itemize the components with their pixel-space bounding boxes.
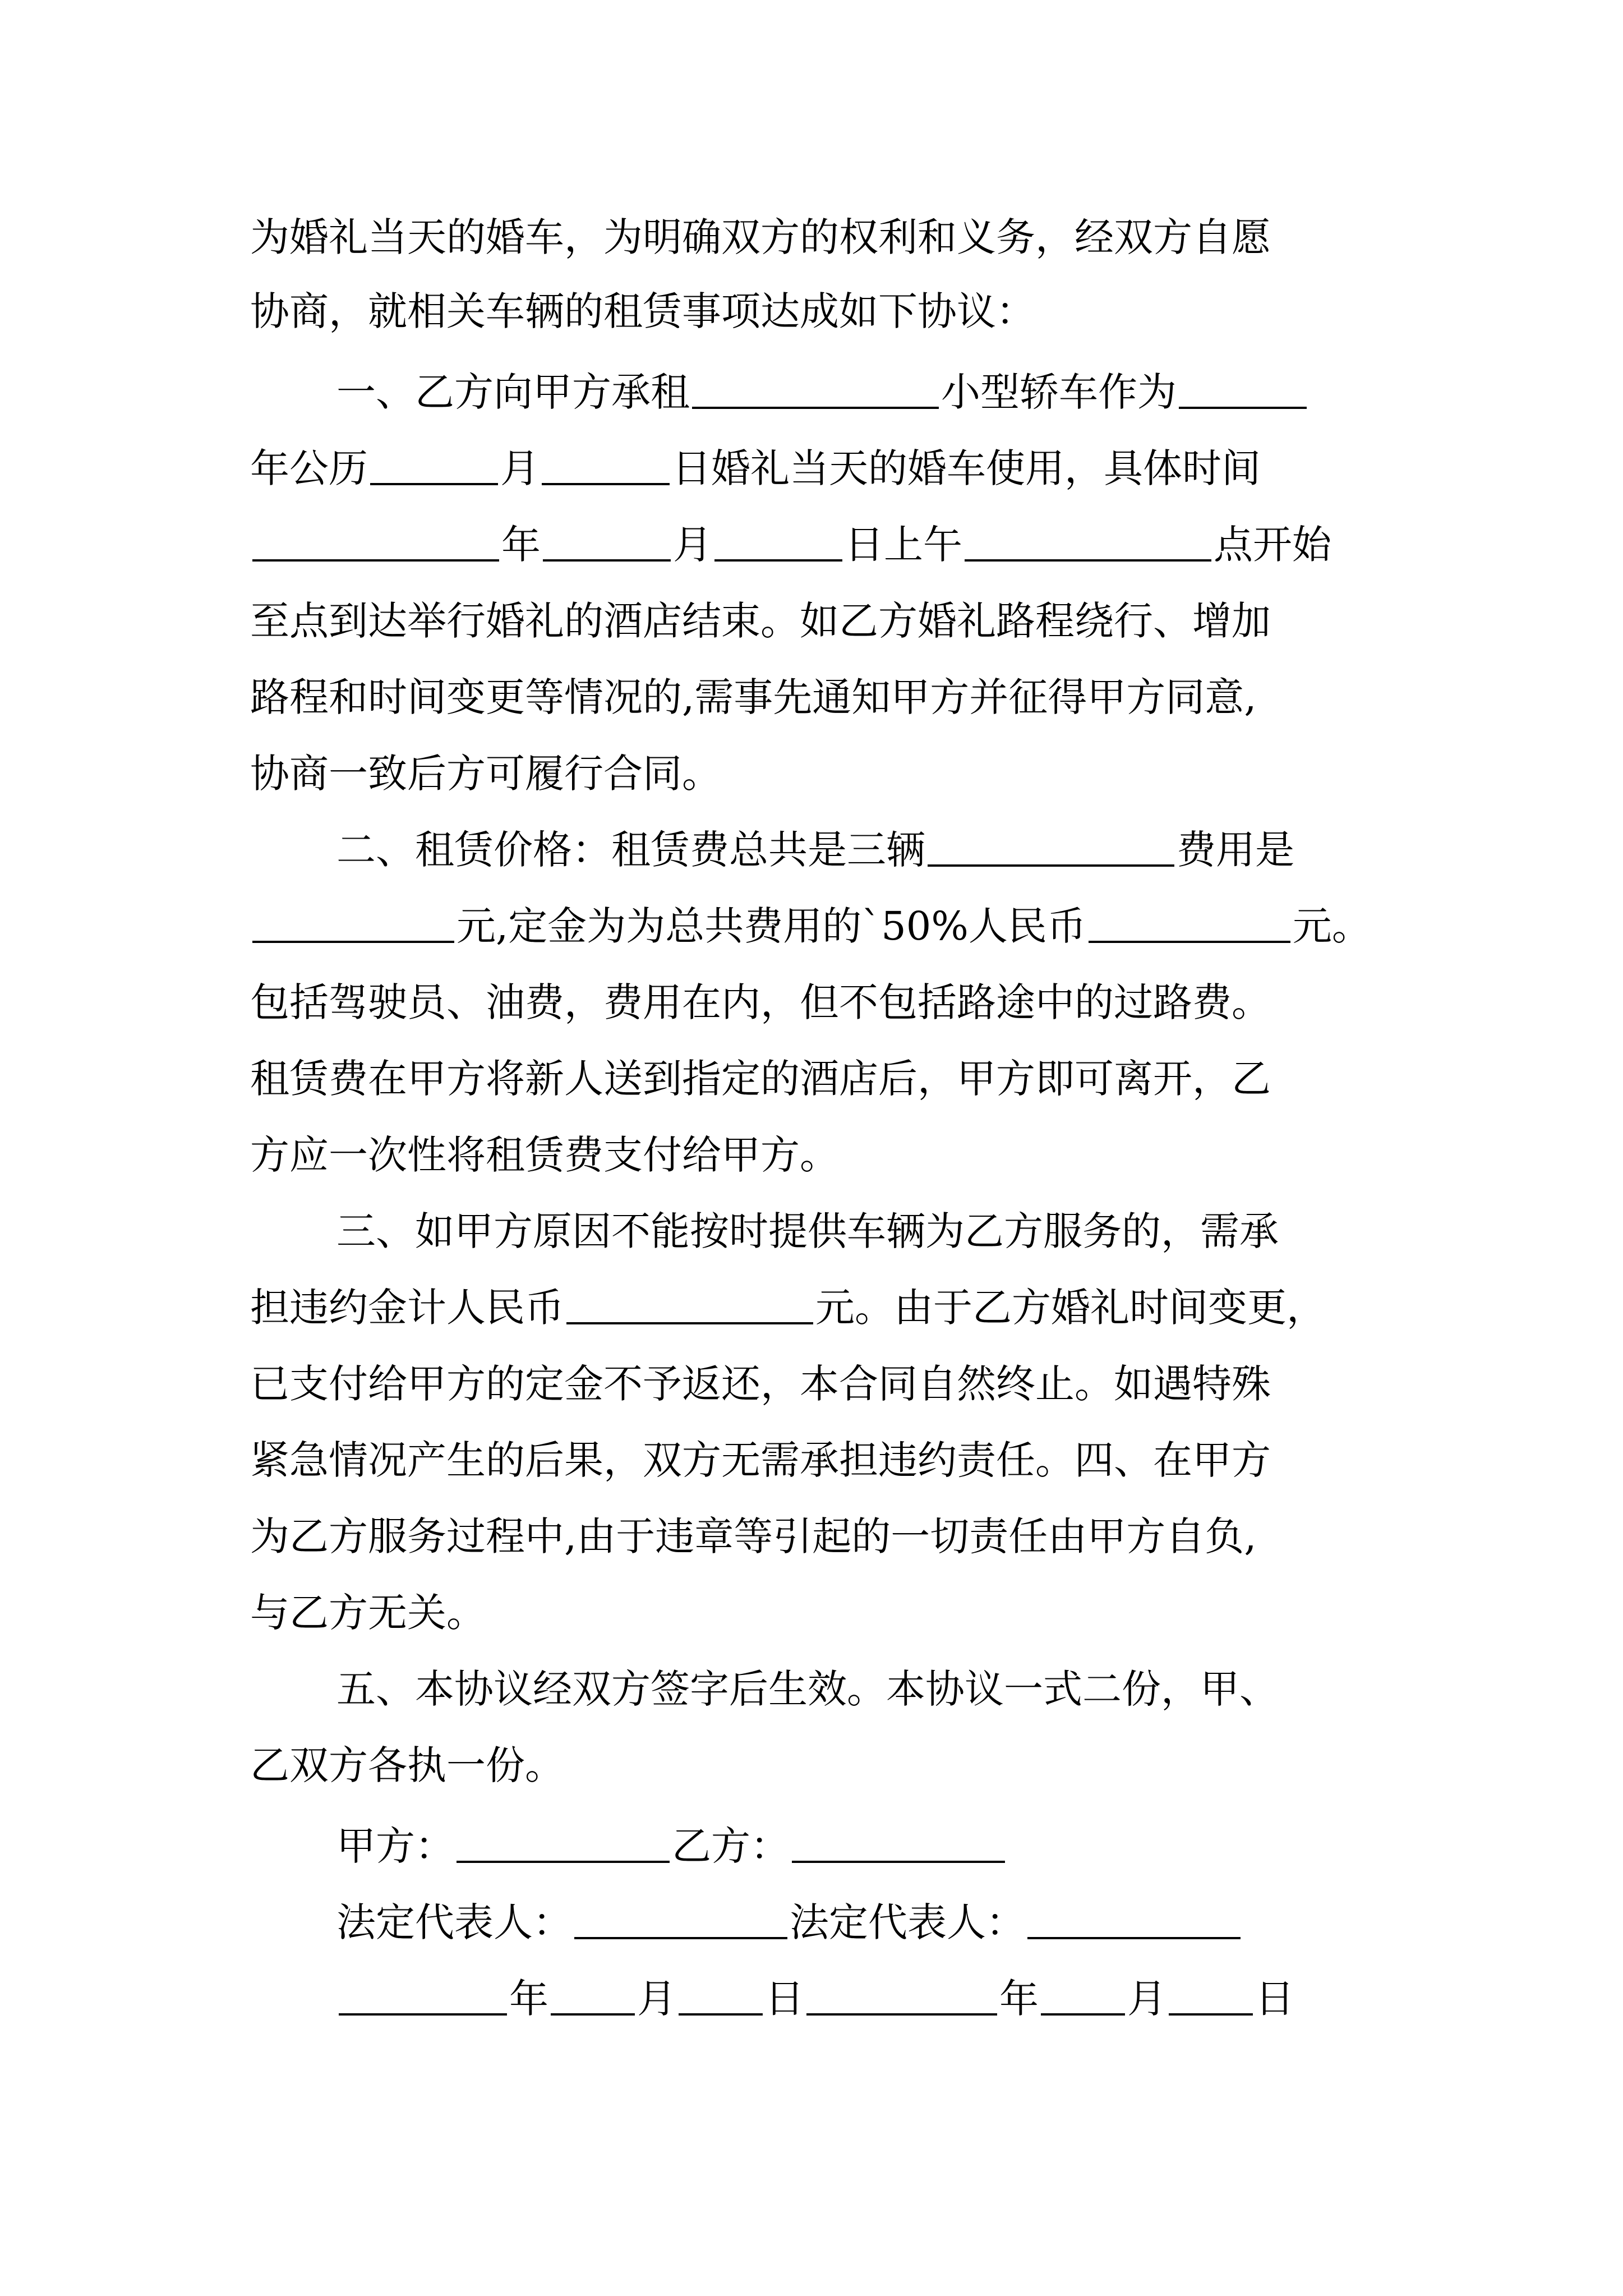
time-month-blank	[543, 521, 671, 562]
signature-line	[336, 1815, 1007, 1877]
clause-1-line-2	[250, 438, 1261, 499]
penalty-text: 担违约金计人民币	[250, 1285, 564, 1331]
clause-5-line-2: 乙双方各执一份。	[250, 1742, 564, 1788]
car-model-blank	[692, 369, 939, 409]
party-a-label: 甲方：	[336, 1823, 454, 1869]
party-a-day-label: 日	[765, 1976, 804, 2022]
party-b-day-label: 日	[1255, 1976, 1294, 2022]
party-a-signature-blank	[457, 1823, 670, 1863]
clause-1-line-3	[250, 514, 1331, 576]
time-month-label: 月	[673, 522, 712, 568]
month-label: 月	[500, 445, 540, 491]
start-label: 点开始	[1214, 522, 1331, 568]
party-b-label: 乙方：	[672, 1823, 790, 1869]
clause-3-line-1: 三、如甲方原因不能按时提供车辆为乙方服务的，需承	[336, 1208, 1279, 1254]
party-b-signature-blank	[792, 1823, 1005, 1863]
clause-1-line-1	[336, 361, 1309, 423]
party-b-year-label: 年	[999, 1976, 1039, 2022]
deposit-amount-blank	[1089, 903, 1290, 943]
clause-4-line-1: 为乙方服务过程中,由于违章等引起的一切责任由甲方自负,	[250, 1513, 1257, 1559]
yuan-label: 元。	[1292, 903, 1371, 949]
date-line	[336, 1968, 1294, 2030]
clause-1-line-6: 协商一致后方可履行合同。	[250, 751, 721, 797]
clause-2-line-1	[336, 819, 1294, 881]
penalty-cont: 元。由于乙方婚礼时间变更，	[815, 1285, 1326, 1331]
deposit-text: 元,定金为为总共费用的`50%人民币	[457, 903, 1086, 949]
rental-vehicle-blank	[928, 826, 1174, 867]
clause-1-car-label: 小型轿车作为	[941, 369, 1177, 415]
wedding-day-text: 日婚礼当天的婚车使用，具体时间	[672, 445, 1261, 491]
contract-line-2: 协商，就相关车辆的租赁事项达成如下协议：	[250, 288, 1035, 334]
party-b-year-blank	[806, 1975, 997, 2016]
clause-2-text: 二、租赁价格：租赁费总共是三辆	[336, 827, 925, 873]
fee-label: 费用是	[1177, 827, 1294, 873]
party-a-year-blank	[339, 1975, 507, 2016]
clause-1-line-5: 路程和时间变更等情况的,需事先通知甲方并征得甲方同意,	[250, 674, 1257, 720]
calendar-label: 年公历	[250, 445, 368, 491]
clause-2-line-3: 包括驾驶员、油费，费用在内，但不包括路途中的过路费。	[250, 979, 1271, 1025]
clause-3-line-4: 紧急情况产生的后果，双方无需承担违约责任。四、在甲方	[250, 1437, 1271, 1483]
party-b-rep-blank	[1027, 1899, 1241, 1939]
year-blank	[1179, 369, 1307, 409]
month-blank	[370, 445, 498, 485]
clause-2-line-2	[250, 895, 1371, 957]
clause-2-line-4: 租赁费在甲方将新人送到指定的酒店后，甲方即可离开，乙	[250, 1056, 1271, 1102]
party-b-month-blank	[1041, 1975, 1125, 2016]
time-day-blank	[714, 521, 842, 562]
clause-1-text: 一、乙方向甲方承租	[336, 369, 690, 415]
penalty-amount-blank	[566, 1284, 813, 1324]
party-a-rep-label: 法定代表人：	[336, 1899, 572, 1945]
party-b-day-blank	[1169, 1975, 1253, 2016]
time-year-blank	[252, 521, 499, 562]
clause-4-line-2: 与乙方无关。	[250, 1590, 486, 1636]
day-blank	[542, 445, 670, 485]
clause-3-line-2	[250, 1277, 1326, 1338]
clause-1-line-4: 至点到达举行婚礼的酒店结束。如乙方婚礼路程绕行、增加	[250, 598, 1271, 644]
time-year-label: 年	[501, 522, 541, 568]
party-b-rep-label: 法定代表人：	[790, 1899, 1025, 1945]
clause-3-line-3: 已支付给甲方的定金不予返还，本合同自然终止。如遇特殊	[250, 1361, 1271, 1407]
party-a-year-label: 年	[509, 1976, 548, 2022]
party-a-rep-blank	[574, 1899, 787, 1939]
contract-line-1: 为婚礼当天的婚车，为明确双方的权利和义务，经双方自愿	[250, 214, 1271, 260]
start-hour-blank	[965, 521, 1211, 562]
representative-line	[336, 1892, 1243, 1953]
clause-5-line-1: 五、本协议经双方签字后生效。本协议一式二份，甲、	[336, 1666, 1279, 1712]
party-a-month-blank	[551, 1975, 635, 2016]
clause-2-line-5: 方应一次性将租赁费支付给甲方。	[250, 1132, 839, 1178]
party-a-month-label: 月	[637, 1976, 676, 2022]
party-a-day-blank	[679, 1975, 763, 2016]
time-day-label: 日上午	[845, 522, 962, 568]
party-b-month-label: 月	[1127, 1976, 1166, 2022]
total-fee-blank	[252, 903, 454, 943]
